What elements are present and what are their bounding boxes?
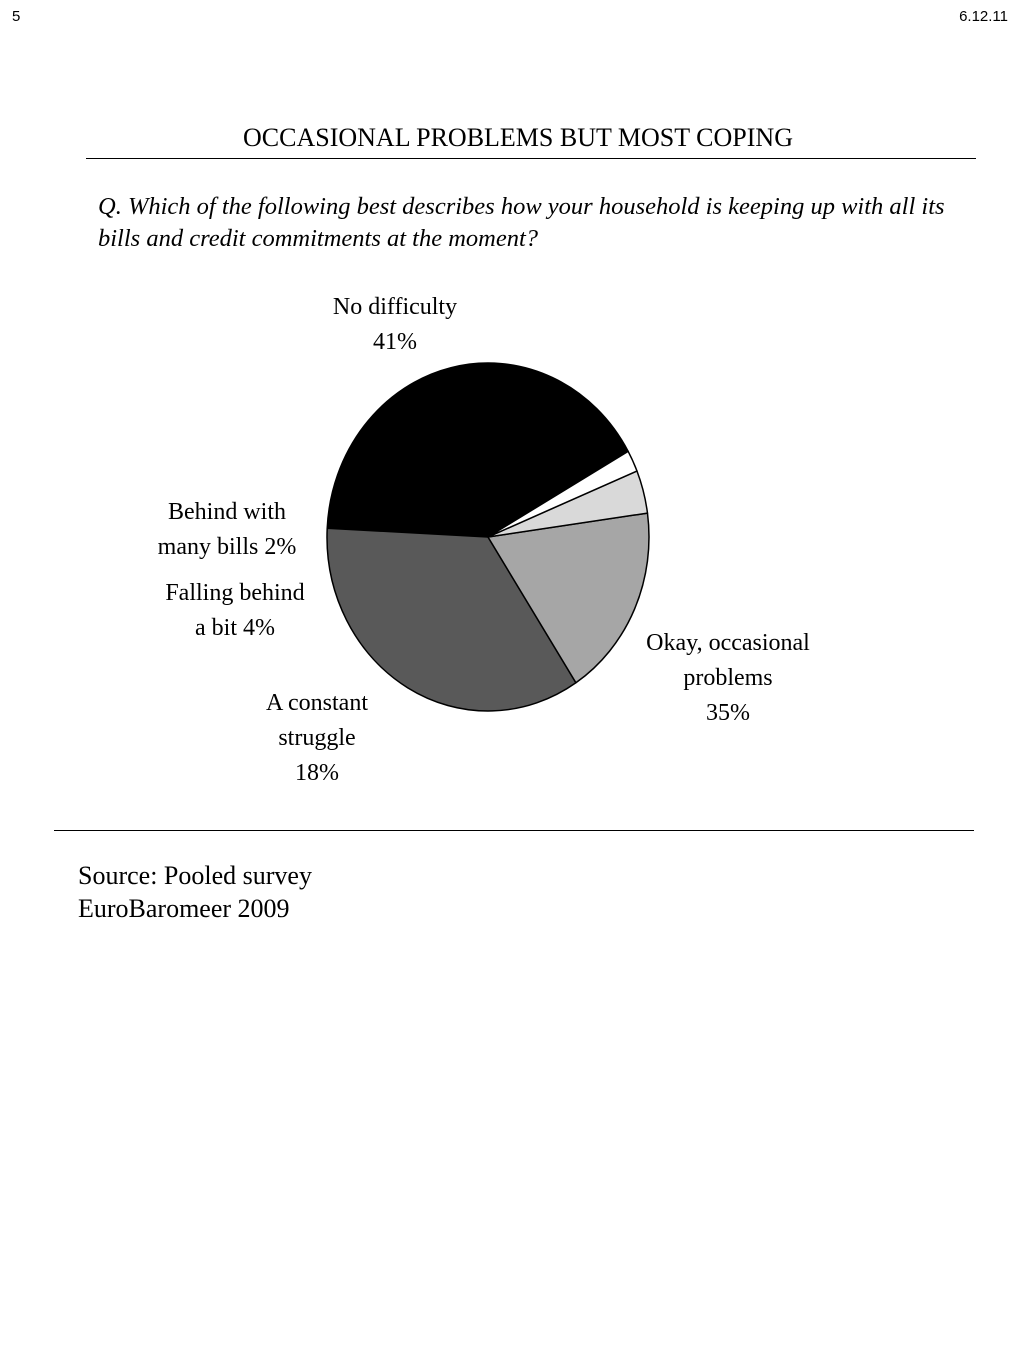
slice-label-line: Falling behind bbox=[165, 580, 305, 606]
page-date: 6.12.11 bbox=[959, 8, 1008, 25]
slice-label-line: problems bbox=[683, 665, 773, 691]
survey-question: Q. Which of the following best describes how your household is keeping up with all its bills and credit commitments at the moment? bbox=[98, 193, 945, 252]
slice-label-falling-behind-a-bit bbox=[165, 580, 304, 641]
slice-label-a-constant-struggle bbox=[266, 690, 368, 786]
slice-label-okay-occasional-problems bbox=[646, 630, 810, 726]
slice-label-line: many bills 2% bbox=[157, 534, 297, 560]
source-note bbox=[78, 859, 312, 925]
slice-label-line: 41% bbox=[373, 329, 417, 355]
slice-label-line: A constant bbox=[266, 690, 368, 716]
source-line-2: EuroBaromeer 2009 bbox=[78, 894, 290, 923]
slice-label-line: No difficulty bbox=[332, 294, 458, 320]
slice-label-line: Behind with bbox=[168, 499, 286, 525]
source-line-1: Source: Pooled survey bbox=[78, 861, 312, 890]
page-number: 5 bbox=[12, 8, 21, 25]
slice-label-behind-with-many-bills bbox=[158, 499, 297, 560]
slice-label-no-difficulty bbox=[333, 294, 457, 355]
slice-label-line: Okay, occasional bbox=[646, 630, 810, 656]
slice-label-line: 35% bbox=[706, 700, 750, 726]
pie-slices bbox=[327, 363, 649, 711]
page-title: OCCASIONAL PROBLEMS BUT MOST COPING bbox=[243, 123, 793, 152]
slice-label-line: a bit 4% bbox=[195, 615, 275, 641]
slice-label-line: struggle bbox=[278, 725, 356, 751]
bottom-divider bbox=[54, 830, 974, 831]
slice-label-line: 18% bbox=[295, 760, 339, 786]
